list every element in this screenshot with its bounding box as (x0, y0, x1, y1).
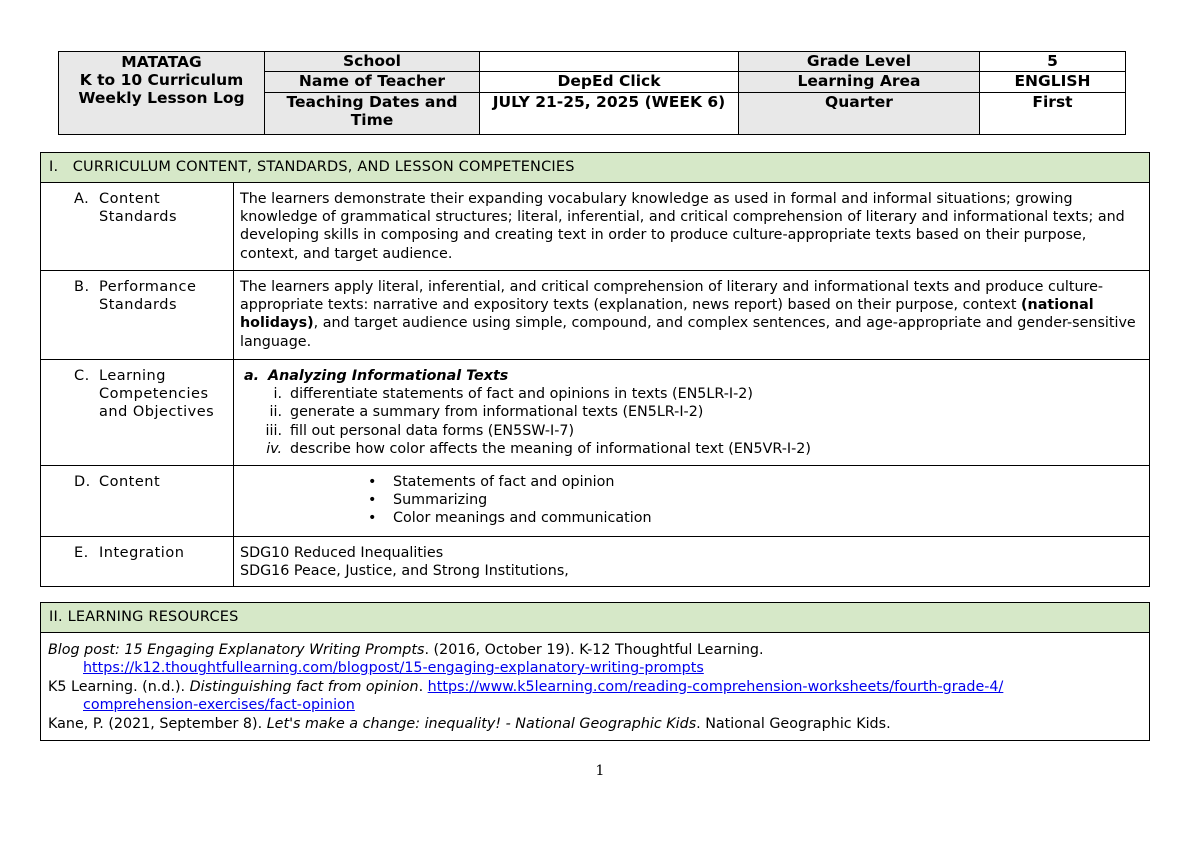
resources-list (41, 633, 1150, 741)
section-2-title: II. LEARNING RESOURCES (41, 603, 1150, 633)
section-1-title: I. CURRICULUM CONTENT, STANDARDS, AND LESSON COMPETENCIES (41, 153, 1150, 183)
grade-level-label: Grade Level (739, 52, 980, 72)
content-bullet: • Summarizing (368, 492, 488, 509)
learning-area-value: ENGLISH (980, 72, 1126, 93)
brand-line-3: Weekly Lesson Log (78, 89, 245, 107)
reference-1-link[interactable]: https://k12.thoughtfullearning.com/blogpost/15-engaging-explanatory-writing-prompts (83, 660, 704, 677)
competencies-list (234, 360, 1150, 466)
teaching-dates-label: Teaching Dates and Time (265, 93, 480, 135)
integration-label: E. Integration (41, 537, 234, 587)
learning-resources-section (40, 602, 1150, 741)
brand-block (59, 52, 265, 135)
competency-item: ii. generate a summary from informational texts (EN5LR-I-2) (269, 404, 704, 421)
competencies-label: C. Learning Competencies and Objectives (41, 360, 234, 466)
reference-2: K5 Learning. (n.d.). Distinguishing fact from opinion. https://www.k5learning.com/reading-comprehension-worksheets/fourth-grade-4/ (48, 678, 1004, 695)
quarter-value: First (980, 93, 1126, 135)
lesson-log-header (58, 51, 1126, 135)
content-bullet: • Color meanings and communication (368, 510, 652, 527)
reference-1: Blog post: 15 Engaging Explanatory Writing Prompts. (2016, October 19). K-12 Thoughtful Learning. (48, 642, 764, 658)
content-bullets (234, 466, 1150, 537)
teacher-value: DepEd Click (480, 72, 739, 93)
competency-heading: a. Analyzing Informational Texts (244, 368, 509, 384)
school-value (480, 52, 739, 72)
integration-line: SDG16 Peace, Justice, and Strong Institutions, (240, 563, 569, 580)
integration-text (234, 537, 1150, 587)
learning-area-label: Learning Area (739, 72, 980, 93)
content-bullet: • Statements of fact and opinion (368, 474, 615, 490)
teaching-dates-value: JULY 21-25, 2025 (WEEK 6) (480, 93, 739, 135)
competency-item: iv. describe how color affects the meaning of informational text (EN5VR-I-2) (266, 440, 811, 457)
competency-item: iii. fill out personal data forms (EN5SW-I-7) (265, 422, 575, 439)
content-standards-label: A. Content Standards (41, 183, 234, 271)
page-number: 1 (595, 763, 605, 779)
school-label: School (265, 52, 480, 72)
teacher-label: Name of Teacher (265, 72, 480, 93)
competency-item: i. differentiate statements of fact and opinions in texts (EN5LR-I-2) (273, 386, 753, 403)
reference-2-link[interactable]: https://www.k5learning.com/reading-comprehension-worksheets/fourth-grade-4/ (427, 678, 1004, 695)
content-standards-text: The learners demonstrate their expanding vocabulary knowledge as used in formal and informal situations; growing knowledge of grammatical structures; literal, inferential, and critical comprehension of literary and informational texts; and developing skills in composing and creating text in order to produce culture-appropriate texts based on their purpose, context, and target audience. (234, 183, 1150, 271)
brand-line-1: MATATAG (121, 53, 202, 71)
reference-3: Kane, P. (2021, September 8). Let's make a change: inequality! - National Geographic Kids. National Geographic Kids. (48, 715, 891, 732)
curriculum-section (40, 152, 1150, 587)
integration-line: SDG10 Reduced Inequalities (240, 545, 444, 561)
quarter-label: Quarter (739, 93, 980, 135)
reference-2-link-cont[interactable]: comprehension-exercises/fact-opinion (83, 697, 355, 714)
performance-standards-text: The learners apply literal, inferential, and critical comprehension of literary and informational texts and produce culture-appropriate texts: narrative and expository texts (explanation, news report) based on their purpose, context (national holidays), and target audience using simple, compound, and complex sentences, and age-appropriate and gender-sensitive language. (234, 271, 1150, 360)
performance-standards-label: B. Performance Standards (41, 271, 234, 360)
grade-level-value: 5 (980, 52, 1126, 72)
content-label: D. Content (41, 466, 234, 537)
brand-line-2: K to 10 Curriculum (79, 71, 244, 89)
